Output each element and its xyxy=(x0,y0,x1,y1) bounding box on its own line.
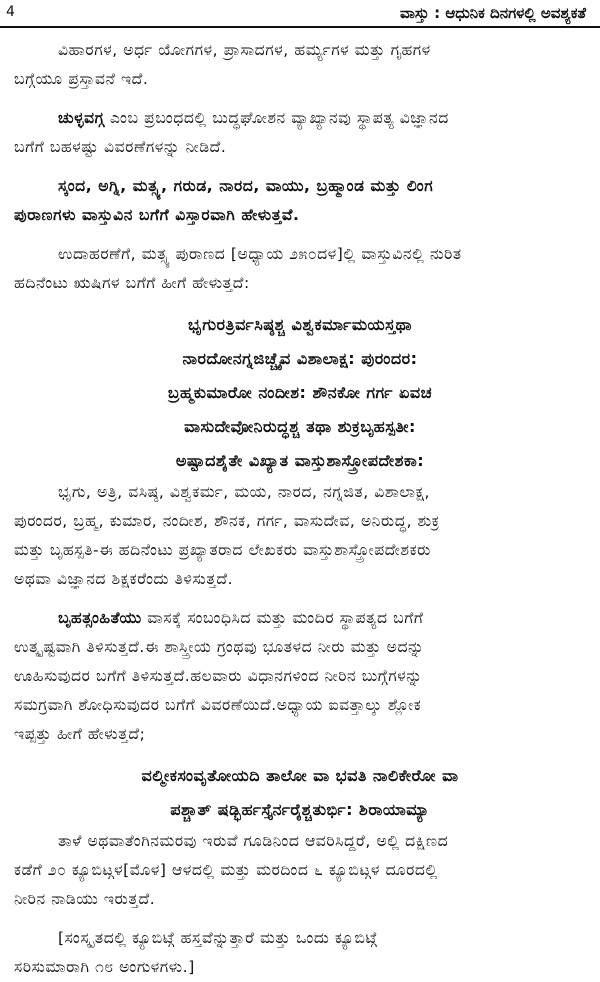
paragraph-1 xyxy=(0,36,600,94)
text-line: [ಸಂಸ್ಕೃತದಲ್ಲಿ ಕ್ಯೂಬಿಟ್ಗೆ ಹಸ್ತವೆನ್ನುತ್ತಾರೆ ಮತ್ತು ಒಂದು ಕ್ಯೂಬಿಟ್ಗೆ xyxy=(58,929,378,947)
text-line: ಹದಿನೆಂಟು ಋಷಿಗಳ ಬಗೆಗೆ ಹೀಗೆ ಹೇಳುತ್ತದೆ: xyxy=(14,274,250,292)
text-line: ಕಡೆಗೆ ೨೦ ಕ್ಯೂಬಿಟ್ಗಳ[ಮೊಳ] ಆಳದಲ್ಲಿ ಮತ್ತು ಮರದಿಂದ ೬ ಕ್ಯೂಬಿಟ್ಗಳ ದೂರದಲ್ಲಿ xyxy=(14,861,438,879)
verse-line: ನಾರದೋನಗ್ನಜಿಚ್ಚೈವ ವಿಶಾಲಾಕ್ಷ: ಪುರಂದರ: xyxy=(182,349,418,368)
text-line xyxy=(36,604,586,633)
text-line: ಬಗ್ಗೆಯೂ ಪ್ರಸ್ತಾವನೆ ಇದೆ. xyxy=(14,70,149,88)
paragraph-4 xyxy=(0,240,600,298)
text-line: ಪುರಾಣಗಳು ವಾಸ್ತುವಿನ ಬಗೆಗೆ ವಿಸ್ತಾರವಾಗಿ ಹೇಳುತ್ತವೆ. xyxy=(14,206,300,224)
text-line: ಊಹಿಸುವುದರ ಬಗೆಗೆ ತಿಳಿಸುತ್ತದೆ.ಹಲವಾರು ವಿಧಾನಗಳಿಂದ ನೀರಿನ ಬುಗ್ಗೆಗಳನ್ನು xyxy=(14,667,423,685)
text-line: ನೀರಿನ ನಾಡಿಯು ಇರುತ್ತದೆ. xyxy=(14,890,156,908)
page-number: 4 xyxy=(6,4,15,20)
verse-block-1 xyxy=(0,308,600,478)
running-head: ವಾಸ್ತು : ಆಧುನಿಕ ದಿನಗಳಲ್ಲಿ ಅವಶ್ಯಕತೆ xyxy=(399,4,586,22)
text-line: ತಾಳೆ ಅಥವಾತೆಂಗಿನಮರವು ಇರುವೆ ಗೂಡಿನಿಂದ ಆವರಿಸಿದ್ದರೆ, ಅಲ್ಲಿ ದಕ್ಷಿಣದ xyxy=(58,832,449,850)
verse-line: ಬ್ರಹ್ಮಕುಮಾರೋ ನಂದೀಶ: ಶೌನಕೋ ಗರ್ಗ ಏವಚ xyxy=(167,383,433,402)
paragraph-5 xyxy=(0,478,600,594)
text-line: ಸರಿಸುಮಾರಾಗಿ ೧೮ ಅಂಗುಳಗಳು.] xyxy=(14,958,195,976)
text-line: ವಿಹಾರಗಳ, ಅರ್ಧ ಯೋಗಗಳ, ಪ್ರಾಸಾದಗಳ, ಹರ್ಮ್ಯಗಳ ಮತ್ತು ಗೃಹಗಳ xyxy=(58,41,431,59)
page-header xyxy=(0,0,600,28)
paragraph-3 xyxy=(0,172,600,230)
text-line: ಪುರಂದರ, ಬ್ರಹ್ಮ, ಕುಮಾರ, ನಂದೀಶ, ಶೌನಕ, ಗರ್ಗ, ವಾಸುದೇವ, ಅನಿರುದ್ಧ, ಶುಕ್ರ xyxy=(14,512,440,530)
text-line: ಮತ್ತು ಬೃಹಸ್ಪತಿ-ಈ ಹದಿನೆಂಟು ಪ್ರಖ್ಯಾತರಾದ ಲೇಖಕರು ವಾಸ್ತುಶಾಸ್ತ್ರೋಪದೇಶಕರು xyxy=(14,541,431,559)
text-line: ಭೃಗು, ಅತ್ರಿ, ವಸಿಷ್ಠ, ವಿಶ್ವಕರ್ಮ, ಮಯ, ನಾರದ, ನಗ್ನಜಿತ, ವಿಶಾಲಾಕ್ಷ, xyxy=(58,483,431,501)
text-line: ಬಗೆಗೆ ಬಹಳಷ್ಟು ವಿವರಣೆಗಳನ್ನು ನೀಡಿದೆ. xyxy=(14,138,227,156)
page-body xyxy=(0,36,600,982)
verse-line: ಭೃಗುರತ್ರಿರ್ವಸಿಷ್ಠಶ್ಚ ವಿಶ್ವಕರ್ಮಾಮಯಸ್ತಥಾ xyxy=(187,315,413,334)
text-line: ಅಥವಾ ವಿಜ್ಞಾನದ ಶಿಕ್ಷಕರೆಂದು ತಿಳಿಸುತ್ತದೆ. xyxy=(14,570,234,588)
verse-block-2 xyxy=(0,759,600,827)
text-line: ಸಮಗ್ರವಾಗಿ ಶೋಧಿಸುವುದರ ಬಗೆಗೆ ವಿವರಣೆಯಿದೆ.ಅಧ್ಯಾಯ ಐವತ್ತಾಲ್ಕು ಶ್ಲೋಕ xyxy=(14,696,422,714)
paragraph-7 xyxy=(0,827,600,914)
verse-line: ವಲ್ಮೀಕಸಂವೃತೋಯದಿ ತಾಲೋ ವಾ ಭವತಿ ನಾಲಿಕೇರೋ ವಾ xyxy=(141,766,459,785)
verse-line: ವಾಸುದೇವೋನಿರುದ್ಧಶ್ಚ ತಥಾ ಶುಕ್ರಬೃಹಸ್ಪತೀ: xyxy=(184,417,416,436)
paragraph-6 xyxy=(0,604,600,749)
text-line: ಸ್ಕಂದ, ಅಗ್ನಿ, ಮತ್ಸ್ಯ, ಗರುಡ, ನಾರದ, ವಾಯು, ಬ್ರಹ್ಮಾಂಡ ಮತ್ತು ಲಿಂಗ xyxy=(58,177,434,195)
text-line xyxy=(36,104,586,133)
text-line: ಉದಾಹರಣೆಗೆ, ಮತ್ಸ್ಯ ಪುರಾಣದ [ಅಧ್ಯಾಯ ೨೫೦ದಳ]ಲ್ಲಿ ವಾಸ್ತುವಿನಲ್ಲಿ ನುರಿತ xyxy=(58,245,462,263)
verse-line: ಅಷ್ಟಾದಶೈತೇ ವಿಖ್ಯಾತ ವಾಸ್ತುಶಾಸ್ತ್ರೋಪದೇಶಕಾ: xyxy=(175,451,425,470)
bold-term: ಚುಳ್ಳವಗ್ಗ xyxy=(58,109,105,127)
text-line: ಉತ್ಕೃಷ್ಟವಾಗಿ ತಿಳಿಸುತ್ತದೆ.ಈ ಶಾಸ್ತ್ರೀಯ ಗ್ರಂಥವು ಭೂತಳದ ನೀರು ಮತ್ತು ಅದನ್ನು xyxy=(14,638,425,656)
verse-line: ಪಶ್ಚಾತ್ ಷಡ್ಭಿರ್ಹಸ್ತೈರ್ನರೈಶ್ಚತುರ್ಭಿ: ಶಿರಾಯಾಮ್ಯಾ xyxy=(170,800,430,819)
bold-term: ಬೃಹತ್ಸಂಹಿತೆಯು xyxy=(58,609,142,627)
paragraph-2 xyxy=(0,104,600,162)
paragraph-8 xyxy=(0,924,600,982)
text-line: ಇಪ್ಪತ್ತು ಹೀಗೆ ಹೇಳುತ್ತದೆ; xyxy=(14,725,146,743)
text-run: ಎಂಬ ಪ್ರಬಂಧದಲ್ಲಿ ಬುದ್ಧಘೋಶನ ವ್ಯಾಖ್ಯಾನವು ಸ್ಥಾಪತ್ಯ ವಿಜ್ಞಾನದ xyxy=(104,109,449,127)
text-run: ವಾಸಕ್ಕೆ ಸಂಬಂಧಿಸಿದ ಮತ್ತು ಮಂದಿರ ಸ್ಥಾಪತ್ಯದ ಬಗೆಗೆ xyxy=(141,609,424,627)
